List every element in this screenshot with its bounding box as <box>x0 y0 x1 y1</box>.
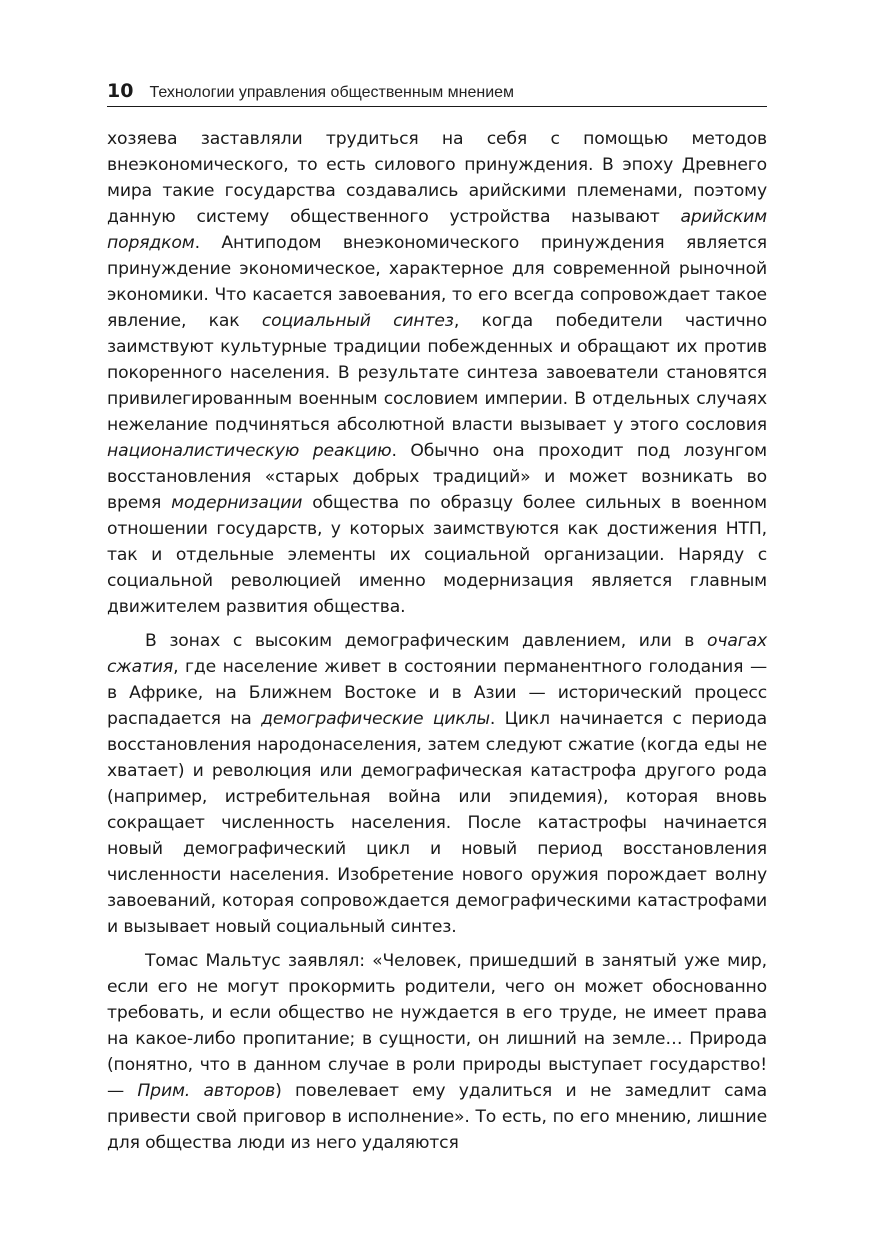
text-run: В зонах с высоким демографическим давлением, или в <box>145 631 707 651</box>
text-run: . Обычно она проходит под лозунгом восстановления «старых добрых традиций» и может возникать во время <box>107 441 767 513</box>
text-run: . Антиподом внеэкономического принуждения является принуждение экономическое, характерное для современной рыночной экономики. Что касается завоевания, то его всегда сопровождает такое явление, как <box>107 233 767 331</box>
body-text <box>107 126 767 1156</box>
running-title: Технологии управления общественным мнением <box>149 84 515 101</box>
page-number: 10 <box>107 80 134 102</box>
text-run: общества по образцу более сильных в военном отношении государств, у которых заимствуются как достижения НТП, так и отдельные элементы их социальной организации. Наряду с социальной революцией именно модернизация является главным движителем развития общества. <box>107 493 767 617</box>
italic-term: очагах сжатия <box>107 631 767 677</box>
italic-term: Прим. авторов <box>137 1081 276 1101</box>
paragraph-2 <box>107 628 767 940</box>
text-run: хозяева заставляли трудиться на себя с помощью методов внеэкономического, то есть силового принуждения. В эпоху Древнего мира такие государства создавались арийскими племенами, поэтому данную систему общественного устройства называют <box>107 129 767 227</box>
running-header <box>107 80 767 107</box>
paragraph-3 <box>107 948 767 1156</box>
italic-term: националистическую реакцию <box>107 441 392 461</box>
italic-term: модернизации <box>171 493 303 513</box>
italic-term: социальный синтез <box>261 311 454 331</box>
text-run: , когда победители частично заимствуют культурные традиции побежденных и обращают их против покоренного населения. В результате синтеза завоеватели становятся привилегированным военным сословием империи. В отдельных случаях нежелание подчиняться абсолютной власти вызывает у этого сословия <box>107 311 767 435</box>
text-run: Томас Мальтус заявлял: «Человек, пришедший в занятый уже мир, если его не могут прокормить родители, чего он может обоснованно требовать, и если общество не нуждается в его труде, не имеет права на какое-либо пропитание; в сущности, он лишний на земле… Природа (понятно, что в данном случае в роли природы выступает государство! — <box>107 951 767 1101</box>
text-run: . Цикл начинается с периода восстановления народонаселения, затем следуют сжатие (когда еды не хватает) и революция или демографическая катастрофа другого рода (например, истребительная война или эпидемия), которая вновь сокращает численность населения. После катастрофы начинается новый демографический цикл и новый период восстановления численности населения. Изобретение нового оружия порождает волну завоеваний, которая сопровождается демографическими катастрофами и вызывает новый социальный синтез. <box>107 709 767 937</box>
text-run: ) повелевает ему удалиться и не замедлит сама привести свой приговор в исполнение». То есть, по его мнению, лишние для общества люди из него удаляются <box>107 1081 767 1153</box>
italic-term: арийским порядком <box>107 207 767 253</box>
text-run: , где население живет в состоянии перманентного голодания — в Африке, на Ближнем Востоке и в Азии — исторический процесс распадается на <box>107 657 767 729</box>
italic-term: демографические циклы <box>261 709 490 729</box>
paragraph-1 <box>107 126 767 620</box>
